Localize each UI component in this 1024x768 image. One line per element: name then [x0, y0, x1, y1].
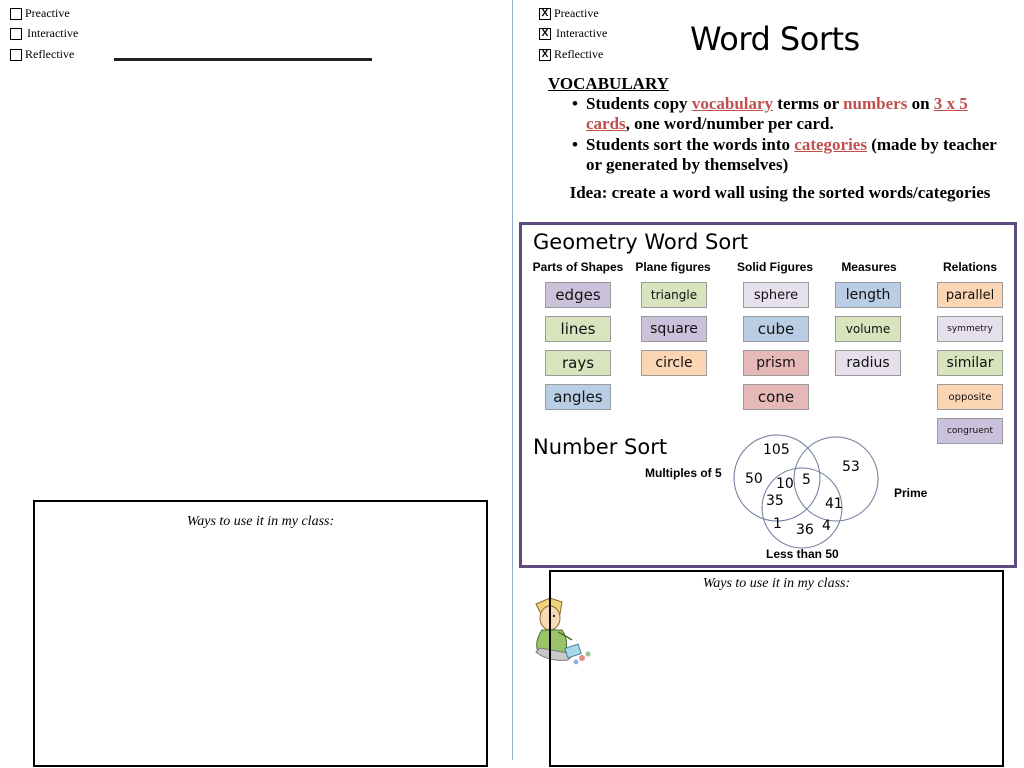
column-heading-measures: Measures: [841, 260, 897, 274]
right-checkbox-reflective[interactable]: [539, 47, 603, 62]
vocabulary-link[interactable]: vocabulary: [691, 94, 774, 113]
word-card[interactable]: parallel: [937, 282, 1003, 308]
checkbox-icon[interactable]: [10, 28, 22, 40]
right-notes-title: Ways to use it in my class:: [702, 576, 851, 591]
word-card[interactable]: congruent: [937, 418, 1003, 444]
page-title: Word Sorts: [690, 20, 860, 58]
word-card[interactable]: similar: [937, 350, 1003, 376]
venn-number: 1: [773, 516, 782, 532]
venn-number: 35: [766, 493, 784, 509]
venn-label-multiples: Multiples of 5: [645, 466, 722, 480]
word-card[interactable]: edges: [545, 282, 611, 308]
number-sort-title: Number Sort: [533, 435, 668, 459]
word-card[interactable]: prism: [743, 350, 809, 376]
checkbox-icon[interactable]: [10, 8, 22, 20]
left-checkbox-preactive[interactable]: [10, 6, 70, 21]
checkbox-icon[interactable]: X: [539, 49, 551, 61]
venn-number: 10: [776, 476, 794, 492]
checkbox-label: Preactive: [25, 6, 70, 20]
word-card[interactable]: cone: [743, 384, 809, 410]
column-heading-solid: Solid Figures: [736, 260, 813, 274]
bullet-text: Students sort the words into: [586, 135, 795, 154]
right-notes-box[interactable]: [549, 570, 1004, 767]
venn-number: 50: [745, 471, 763, 487]
bullet-text: terms or: [773, 94, 844, 113]
cards-link[interactable]: 3 x 5 cards: [586, 94, 968, 133]
word-card[interactable]: triangle: [641, 282, 707, 308]
word-card[interactable]: volume: [835, 316, 901, 342]
left-checkbox-reflective[interactable]: [10, 47, 74, 62]
left-notes-box[interactable]: [33, 500, 488, 767]
venn-label-less-than: Less than 50: [766, 547, 839, 561]
checkbox-icon[interactable]: X: [539, 8, 551, 20]
word-card[interactable]: cube: [743, 316, 809, 342]
venn-number: 4: [822, 518, 831, 534]
checkbox-label: Preactive: [554, 6, 599, 20]
categories-link[interactable]: categories: [794, 135, 867, 154]
bullet-text: , one word/number per card.: [625, 114, 834, 133]
word-card[interactable]: symmetry: [937, 316, 1003, 342]
checkbox-label: Interactive: [27, 26, 79, 40]
word-card[interactable]: opposite: [937, 384, 1003, 410]
bullet-copy-terms: [572, 94, 1012, 134]
checkbox-label: Interactive: [556, 26, 608, 40]
title-blank-line: [114, 58, 372, 61]
idea-text: Idea: create a word wall using the sorted words/categories: [569, 183, 991, 202]
right-checkbox-preactive[interactable]: [539, 6, 599, 21]
checkbox-label: Reflective: [25, 47, 75, 61]
word-card[interactable]: radius: [835, 350, 901, 376]
word-card[interactable]: length: [835, 282, 901, 308]
checkbox-icon[interactable]: X: [539, 28, 551, 40]
numbers-highlight: numbers: [843, 94, 908, 113]
word-card[interactable]: square: [641, 316, 707, 342]
column-heading-plane: Plane figures: [635, 260, 711, 274]
bullet-text: (made by teacher or generated by themselves): [586, 135, 997, 174]
vocabulary-heading: VOCABULARY: [548, 74, 669, 93]
venn-number: 105: [763, 442, 790, 458]
right-checkbox-interactive[interactable]: [539, 26, 607, 41]
bullet-sort-words: [572, 135, 1012, 175]
bullet-text: on: [907, 94, 934, 113]
word-card[interactable]: angles: [545, 384, 611, 410]
word-card[interactable]: circle: [641, 350, 707, 376]
left-checkbox-interactive[interactable]: [10, 26, 78, 41]
left-notes-title: Ways to use it in my class:: [186, 514, 335, 529]
bullet-text: Students copy: [586, 94, 692, 113]
word-card[interactable]: lines: [545, 316, 611, 342]
page-divider: [512, 0, 513, 760]
venn-number: 36: [796, 522, 814, 538]
venn-label-prime: Prime: [894, 486, 928, 500]
venn-number: 53: [842, 459, 860, 475]
column-heading-parts: Parts of Shapes: [532, 260, 624, 274]
word-card[interactable]: sphere: [743, 282, 809, 308]
checkbox-icon[interactable]: [10, 49, 22, 61]
venn-number: 41: [825, 496, 843, 512]
column-heading-relations: Relations: [942, 260, 997, 274]
instruction-bullets: [572, 94, 1012, 176]
venn-number: 5: [802, 472, 811, 488]
geometry-sort-title: Geometry Word Sort: [533, 230, 749, 254]
word-card[interactable]: rays: [545, 350, 611, 376]
checkbox-label: Reflective: [554, 47, 604, 61]
